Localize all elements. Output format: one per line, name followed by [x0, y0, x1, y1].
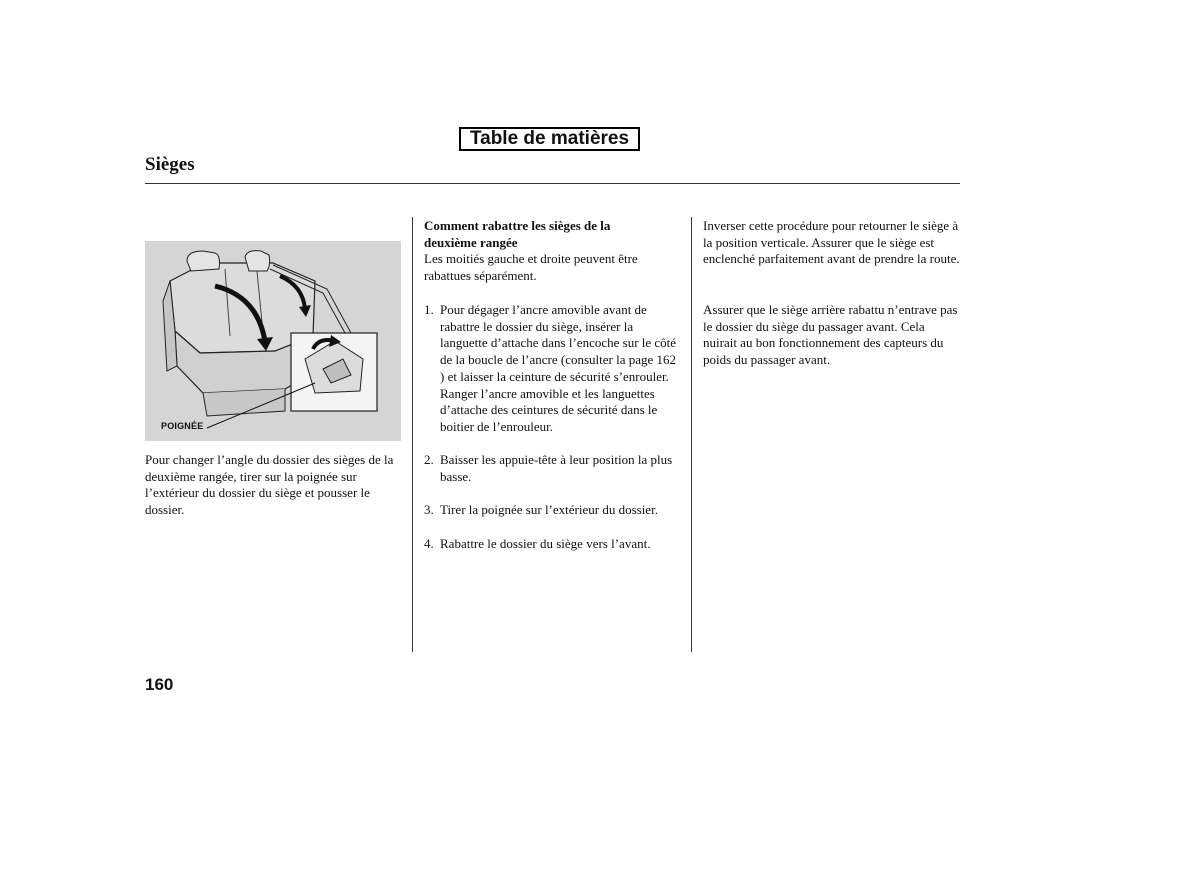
right-paragraph-1: Inverser cette procédure pour retourner le siège à la position verticale. Assurer que le siège est enclenché parfaitement avant de prendre la route.: [703, 218, 960, 267]
step-number: 1.: [424, 302, 434, 317]
seat-illustration: [145, 241, 401, 441]
figure-label-poignee: POIGNÉE: [161, 421, 204, 431]
column-divider-right: [691, 217, 692, 652]
subsection-heading: [424, 218, 686, 251]
seat-drawing: [145, 241, 401, 441]
intro-paragraph: Les moitiés gauche et droite peuvent être rabattues séparément.: [424, 251, 638, 283]
page-number: 160: [145, 675, 174, 694]
heading-line-1: Comment rabattre les sièges de la: [424, 218, 611, 233]
heading-line-2: deuxième rangée: [424, 234, 518, 250]
section-title: Sièges: [145, 154, 195, 175]
step-number: 2.: [424, 452, 434, 467]
column-divider-left: [412, 217, 413, 652]
table-of-contents-button[interactable]: Table de matières: [459, 127, 640, 151]
step-text: Pour dégager l’ancre amovible avant de rabattre le dossier du siège, insérer la languette d’attache dans l’encoche sur le côté de la boucle de l’ancre (consulter la page 162 ) et laisser la ceinture de sécurité s’enrouler. Ranger l’ancre amovible et les languettes d’attache des ceintures de sécurité dans le boitier de l’enrouleur.: [440, 302, 677, 434]
step-text: Baisser les appuie-tête à leur position la plus basse.: [440, 452, 673, 484]
step-number: 3.: [424, 502, 434, 517]
left-paragraph: Pour changer l’angle du dossier des sièges de la deuxième rangée, tirer sur la poignée sur l’extérieur du dossier du siège et pousser le dossier.: [145, 452, 394, 518]
step-text: Tirer la poignée sur l’extérieur du dossier.: [440, 502, 658, 517]
step-number: 4.: [424, 536, 434, 551]
header-rule: [145, 183, 960, 184]
step-text: Rabattre le dossier du siège vers l’avant.: [440, 536, 651, 551]
right-paragraph-2: Assurer que le siège arrière rabattu n’entrave pas le dossier du siège du passager avant. Cela nuirait au bon fonctionnement des capteurs du poids du passager avant.: [703, 302, 958, 368]
